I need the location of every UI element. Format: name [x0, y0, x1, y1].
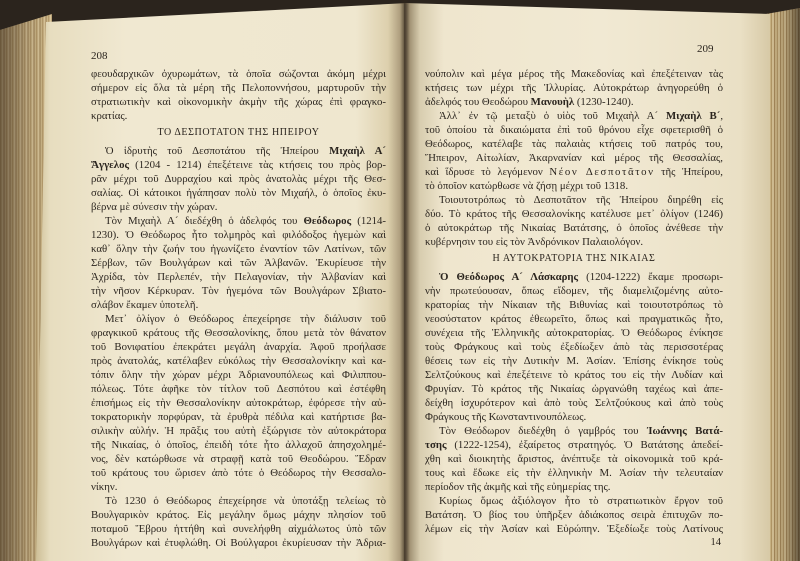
text-line: κρατορίας τὴν Νίκαιαν τῆς Βιθυνίας καὶ τοιουτοτρόπως τὸ: [425, 299, 723, 311]
text-line: [91, 144, 386, 158]
left-page-text: [91, 67, 386, 550]
text-run: ἀδελφός του Θεοδώρου: [425, 96, 531, 108]
paragraph: [91, 494, 386, 550]
text-line: Σέρβων, τῶν Βουλγάρων καὶ τῶν Ἀλβανῶν. Ἐκυρίευσε τὴν: [91, 257, 386, 269]
text-line: καθ᾽ ὅλην τὴν ζωήν του ἠγωνίζετο ἐναντίον τῶν Λατίνων, τῶν: [91, 243, 386, 255]
text-line: [91, 158, 386, 172]
text-line: Ἀχρίδα, τὸν Περλεπέν, τὴν Πελαγονίαν, τὴν Ἀλβανίαν καὶ: [91, 271, 386, 283]
text-run: τῆς Ἠπείρου,: [654, 166, 723, 178]
text-line: Βατάτση. Ὁ βίος του ὑπῆρξεν ἀδιάκοπος σειρὰ ἐπιτυχῶν πο-: [425, 509, 723, 521]
text-line: Μετ᾽ ὀλίγον ὁ Θεόδωρος ἐπεχείρησε τὴν διάλυσιν τοῦ: [105, 313, 386, 325]
bold-name: Ἄγγελος: [91, 159, 130, 171]
text-line: Φρυγίαν. Τὸ κράτος τῆς Νικαίας ὠργανώθη ταχέως καὶ ἀπε-: [425, 383, 723, 395]
text-line: [425, 165, 723, 179]
text-line: λέμων εἰς τὴν Ἀσίαν καὶ Εὐρώπην. Ἐξεδίωξε τοὺς Λατίνους: [425, 523, 723, 535]
text-line: 1230). Ὁ Θεόδωρος ἦτο τολμηρὸς καὶ φιλόδοξος ἡγεμὼν καὶ: [91, 229, 386, 241]
text-line: Βουλγαρικὸν κράτος. Εἰς μεγάλην ὅμως μάχην πλησίον τοῦ: [91, 509, 386, 521]
bold-name: Μιχαὴλ Α´: [329, 145, 387, 157]
text-line: κυβέρνησιν του εἰς τὸν Ἀνδρόνικον Παλαιολόγον.: [425, 236, 644, 248]
text-run: ,: [720, 110, 724, 122]
text-line: Τοιουτοτρόπως τὸ Δεσποτᾶτον τῆς Ἠπείρου διηρέθη εἰς: [439, 194, 723, 206]
page-number-right: 209: [697, 43, 714, 55]
text-line: Φράγκους τῆς Κωνσταντινουπόλεως.: [425, 411, 587, 423]
bold-name: Θεόδωρος: [303, 215, 352, 227]
page-number-left: 208: [91, 50, 108, 62]
text-line: δύο. Τὸ κράτος τῆς Θεσσαλονίκης κατέλυσε μετ᾽ ὀλίγον (1246): [425, 208, 723, 220]
text-line: σλάβον ἔκαμεν ὑποτελῆ.: [91, 299, 199, 311]
text-line: φεουδαρχικῶν ὀχυρωμάτων, τὰ ὁποῖα σώζονται ἀκόμη μέχρι: [91, 68, 386, 80]
section-heading: ΤΟ ΔΕΣΠΟΤΑΤΟΝ ΤΗΣ ΗΠΕΙΡΟΥ: [157, 127, 320, 138]
text-run: καὶ ἵδρυσε τὸ λεγόμενον: [425, 166, 550, 178]
text-line: [425, 95, 723, 109]
text-line: νὴν πρωτεύουσαν, ὅπως εἴδομεν, τῆς διαμελιζομένης αὐτο-: [425, 285, 723, 297]
text-line: νος, δὲν κατώρθωσε νὰ στραφῇ κατὰ τοῦ Θεοδώρου. Ἕδραν: [91, 453, 386, 465]
text-line: νεοσύστατον κράτος ἐθεωρεῖτο, ὅπως καὶ πραγματικῶς ἦτο,: [425, 313, 723, 325]
text-line: χθη καὶ διοικητὴς ἄριστος, ἀνέπτυξε τὰ οἰκονομικὰ τοῦ κρά-: [425, 453, 723, 465]
paragraph: [425, 109, 723, 193]
right-page-text: [425, 67, 723, 550]
text-line: συνέχεια τῆς Ἑλληνικῆς αὐτοκρατορίας. Ὁ Θεόδωρος ἐνίκησε: [425, 327, 723, 339]
paragraph: [91, 312, 386, 494]
paragraph: [425, 193, 723, 249]
paragraph: [425, 270, 723, 424]
text-line: τους καὶ ἔδωκε εἰς τὴν ἑλληνικὴν Μ. Ἀσίαν τὴν τελευταίαν: [425, 467, 723, 479]
text-line: τοκρατορικὴν πορφύραν, τὰ ἐρυθρὰ πέδιλα καὶ κατήρτισε βα-: [91, 411, 386, 423]
text-line: τῆς Νικαίας, ὁ ὁποῖος, ἐπειδὴ τότε ἦτο ἀλλαχοῦ ἀπησχολημέ-: [91, 439, 386, 451]
paragraph: [91, 144, 386, 214]
text-line: τόπιν ὅλην τὴν χώραν μέχρι Ἀδριανουπόλεως καὶ Φιλιππου-: [91, 369, 386, 381]
paragraph: [91, 67, 386, 123]
bold-name: Ἰωάννης Βατά-: [646, 425, 723, 437]
text-line: δείχθη ἰσχυρότερον καὶ ἀπὸ τοὺς Σελτζούκους καὶ ἀπὸ τοὺς: [425, 397, 723, 409]
text-line: [425, 270, 723, 284]
text-run: (1204-1222) ἔκαμε προσωρι-: [578, 271, 723, 283]
text-line: περίοδον τῆς ἀκμῆς καὶ τῆς εὐημερίας της.: [425, 481, 611, 493]
text-line: στρατιωτικὴν καὶ οἰκονομικὴν ἀκμὴν τῆς χώρας ἐπὶ φραγκο-: [91, 96, 386, 108]
text-line: [425, 438, 723, 452]
text-line: [425, 424, 723, 438]
text-line: κτήσεις των μέχρι τῆς Ἰλλυρίας. Αὐτοκράτωρ ἀνηγορεύθη ὁ: [425, 82, 723, 94]
text-line: Θεόδωρος, κατέλαβε τὰς παλαιὰς κτήσεις τοῦ πατρός του,: [425, 138, 723, 150]
text-line: βέρνα μὲ σύνεσιν τὴν χώραν.: [91, 201, 218, 213]
bold-name: Μιχαὴλ Β´: [665, 110, 721, 122]
text-line: τὴν νῆσον Κέρκυραν. Τὸν ἡγεμόνα τῶν Βουλγάρων Σβιατο-: [91, 285, 386, 297]
text-line: θέσεις των εἰς τὴν Δυτικὴν Μ. Ἀσίαν. Ἐπίσης ἐνίκησε τοὺς: [425, 355, 723, 367]
bold-name: Μανουὴλ: [530, 96, 575, 108]
text-line: κρατίας.: [91, 110, 128, 122]
text-line: σιλικὴν αὐλήν. Ἡ πρᾶξις του αὐτὴ ἐξώργισε τὸν αὐτοκράτορα: [91, 425, 386, 437]
bold-name: τσης: [425, 439, 447, 451]
section-heading: Η ΑΥΤΟΚΡΑΤΟΡΙΑ ΤΗΣ ΝΙΚΑΙΑΣ: [492, 253, 656, 264]
text-line: Ἤπειρον, Αἰτωλίαν, Ἀκαρνανίαν καὶ μέρος τῆς Θεσσαλίας,: [425, 152, 723, 164]
text-line: νούπολιν καὶ μέγα μέρος τῆς Μακεδονίας καὶ ἐπεξέτειναν τὰς: [425, 68, 723, 80]
right-page-body: [425, 67, 723, 536]
text-line: τοὺς Φράγκους καὶ τοὺς ἐξεδίωξεν ἀπὸ τὰς περισσοτέρας: [425, 341, 723, 353]
text-run: Ὁ ἱδρυτὴς τοῦ Δεσποτάτου τῆς Ἠπείρου: [105, 145, 330, 157]
text-line: ἐπισήμως εἰς τὴν Θεσσαλονίκην αὐτοκράτωρ, ἐφόρεσε τὴν αὐ-: [91, 397, 386, 409]
bold-name: Ὁ Θεόδωρος Α´ Λάσκαρης: [439, 271, 579, 283]
text-run: Ἀλλ᾽ ἐν τῷ μεταξὺ ὁ υἱὸς τοῦ Μιχαὴλ Α´: [439, 110, 666, 122]
right-page-edges: [766, 8, 800, 561]
text-run: (1214-: [351, 215, 387, 227]
text-run: Τὸν Μιχαὴλ Α´ διεδέχθη ὁ ἀδελφός του: [105, 215, 304, 227]
text-line: σήμερον εἰς ὅλα τὰ μέρη τῆς Πελοποννήσου, μαρτυροῦν τὴν: [91, 82, 386, 94]
text-run: (1222-1254), ἐξαίρετος στρατηγός. Ὁ Βατάτσης ἀπεδεί-: [446, 439, 723, 451]
text-line: τὸ ὁποῖον κατώρθωσε νὰ ζήσῃ μέχρι τοῦ 1318.: [425, 180, 629, 192]
text-line: πόλεως. Τότε ἀφῆκε τὸν τίτλον τοῦ Δεσπότου καὶ ἐστέφθη: [91, 383, 386, 395]
text-line: Σελτζούκους καὶ ἐπεξέτεινε τὸ κράτος του εἰς τὴν Λυδίαν καὶ: [425, 369, 723, 381]
text-line: σαλίας. Οἱ κάτοικοι ἠγάπησαν πολὺ τὸν Μιχαήλ, ὁ ὁποῖος ἐκυ-: [91, 187, 386, 199]
paragraph: [425, 494, 723, 536]
paragraph: [425, 424, 723, 494]
text-line: ρᾶν μέχρι τοῦ Δυρραχίου καὶ πρὸς ἀνατολὰς μέχρι τῆς Θεσ-: [91, 173, 386, 185]
text-line: [425, 109, 723, 123]
left-page-body: [91, 67, 386, 550]
text-line: [91, 214, 386, 228]
text-run: Τὸν Θεόδωρον διεδέχθη ὁ γαμβρός του: [439, 425, 647, 437]
text-line: Βουλγάρων καὶ ἐτυφλώθη. Οἱ Βούλγαροι ἐκυρίευσαν τὴν Ἀδρια-: [91, 537, 386, 549]
text-line: νίκην.: [91, 481, 118, 493]
book-gutter: [400, 0, 410, 561]
text-run: (1204 - 1214) ἐπεξέτεινε τὰς κτήσεις του πρὸς βορ-: [129, 159, 386, 171]
text-line: ποταμοῦ Ἕβρου ἡττήθη καὶ συνελήφθη αἰχμάλωτος ὑπὸ τῶν: [91, 523, 386, 535]
text-line: πρὸς ἀνατολάς, κατέλαβεν εὐκόλως τὴν Θεσσαλονίκην καὶ κα-: [91, 355, 386, 367]
spaced-term: Νέον Δεσποτᾶτον: [549, 166, 655, 178]
text-line: τοῦ ὁποίου τὰ δικαιώματα ἐπὶ τοῦ θρόνου εἶχε σφετερισθῆ ὁ: [425, 124, 723, 136]
text-line: Κυρίως ὅμως ἀξιόλογον ἦτο τὸ στρατιωτικὸν ἔργον τοῦ: [439, 495, 723, 507]
text-line: ὁ αὐτοκράτωρ τῆς Νικαίας Βατάτσης, ὁ ὁποῖος ἀνέθεσε τὴν: [425, 222, 723, 234]
text-line: τοῦ Βονιφατίου ἐπεκράτει μεγάλη ἀναρχία. Ἀφοῦ προήλασε: [91, 341, 386, 353]
paragraph: [91, 214, 386, 312]
text-line: τοῦ κράτους του ὥρισεν ἀπὸ τότε ὁ Θεόδωρος τὴν Θεσσαλο-: [91, 467, 386, 479]
text-run: (1230-1240).: [574, 96, 634, 108]
paragraph: [425, 67, 723, 109]
signature-mark: 14: [710, 537, 721, 548]
text-line: φραγκικοῦ κράτους τῆς Θεσσαλονίκης, ὅπου μετὰ τὸν θάνατον: [91, 327, 386, 339]
text-line: Τὸ 1230 ὁ Θεόδωρος ἐπεχείρησε νὰ ὑποτάξῃ τελείως τὸ: [105, 495, 386, 507]
